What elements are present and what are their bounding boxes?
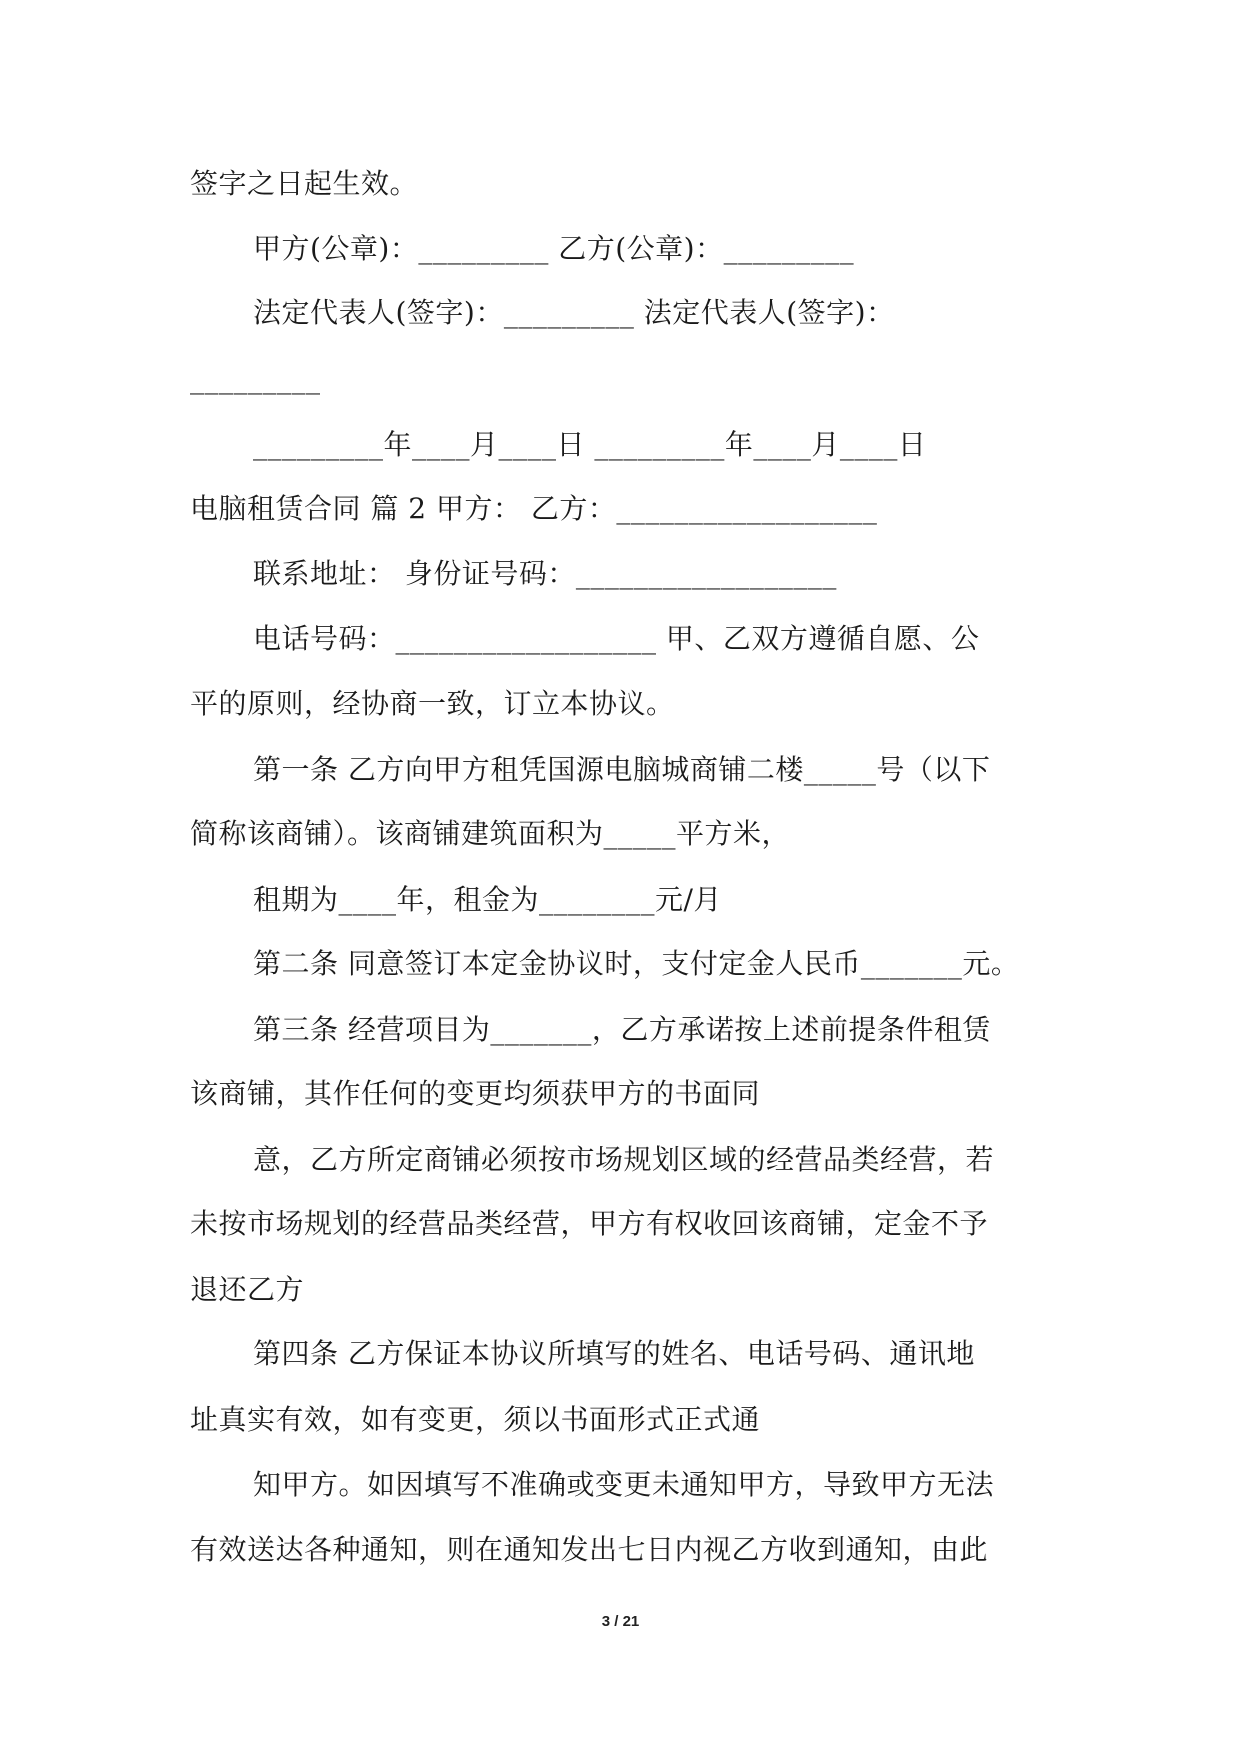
section-heading: 电脑租赁合同 篇 2 甲方： 乙方：__________________	[190, 492, 878, 525]
text-line: 甲方(公章)：_________ 乙方(公章)：_________	[253, 232, 855, 265]
text-line: 法定代表人(签字)：_________ 法定代表人(签字)：	[253, 296, 895, 329]
text-line: 平的原则，经协商一致，订立本协议。	[190, 687, 675, 720]
page-number: 3 / 21	[601, 1613, 640, 1630]
text-line: 签字之日起生效。	[190, 167, 419, 200]
text-line: 址真实有效，如有变更，须以书面形式正式通	[190, 1403, 761, 1436]
text-line: 知甲方。如因填写不准确或变更未通知甲方，导致甲方无法	[253, 1468, 995, 1501]
clause-1: 第一条 乙方向甲方租凭国源电脑城商铺二楼_____号（以下	[253, 753, 991, 786]
text-line: 简称该商铺）。该商铺建筑面积为_____平方米，	[190, 817, 791, 850]
text-line: 有效送达各种通知，则在通知发出七日内视乙方收到通知，由此	[190, 1533, 989, 1566]
text-line: 意，乙方所定商铺必须按市场规划区域的经营品类经营，若	[253, 1143, 995, 1176]
text-line: 电话号码：__________________ 甲、乙双方遵循自愿、公	[253, 622, 980, 655]
text-line: 联系地址： 身份证号码：__________________	[253, 557, 837, 590]
clause-2: 第二条 同意签订本定金协议时，支付定金人民币_______元。	[253, 947, 1020, 980]
clause-3: 第三条 经营项目为_______，乙方承诺按上述前提条件租赁	[253, 1013, 991, 1046]
text-line: 该商铺，其作任何的变更均须获甲方的书面同	[190, 1077, 761, 1110]
text-line: _________年____月____日 _________年____月____日	[253, 428, 927, 461]
text-line: _________	[190, 362, 321, 395]
text-line: 未按市场规划的经营品类经营，甲方有权收回该商铺，定金不予	[190, 1207, 989, 1240]
text-line: 退还乙方	[190, 1273, 305, 1306]
clause-4: 第四条 乙方保证本协议所填写的姓名、电话号码、通讯地	[253, 1337, 975, 1370]
text-line: 租期为____年，租金为________元/月	[253, 883, 722, 916]
